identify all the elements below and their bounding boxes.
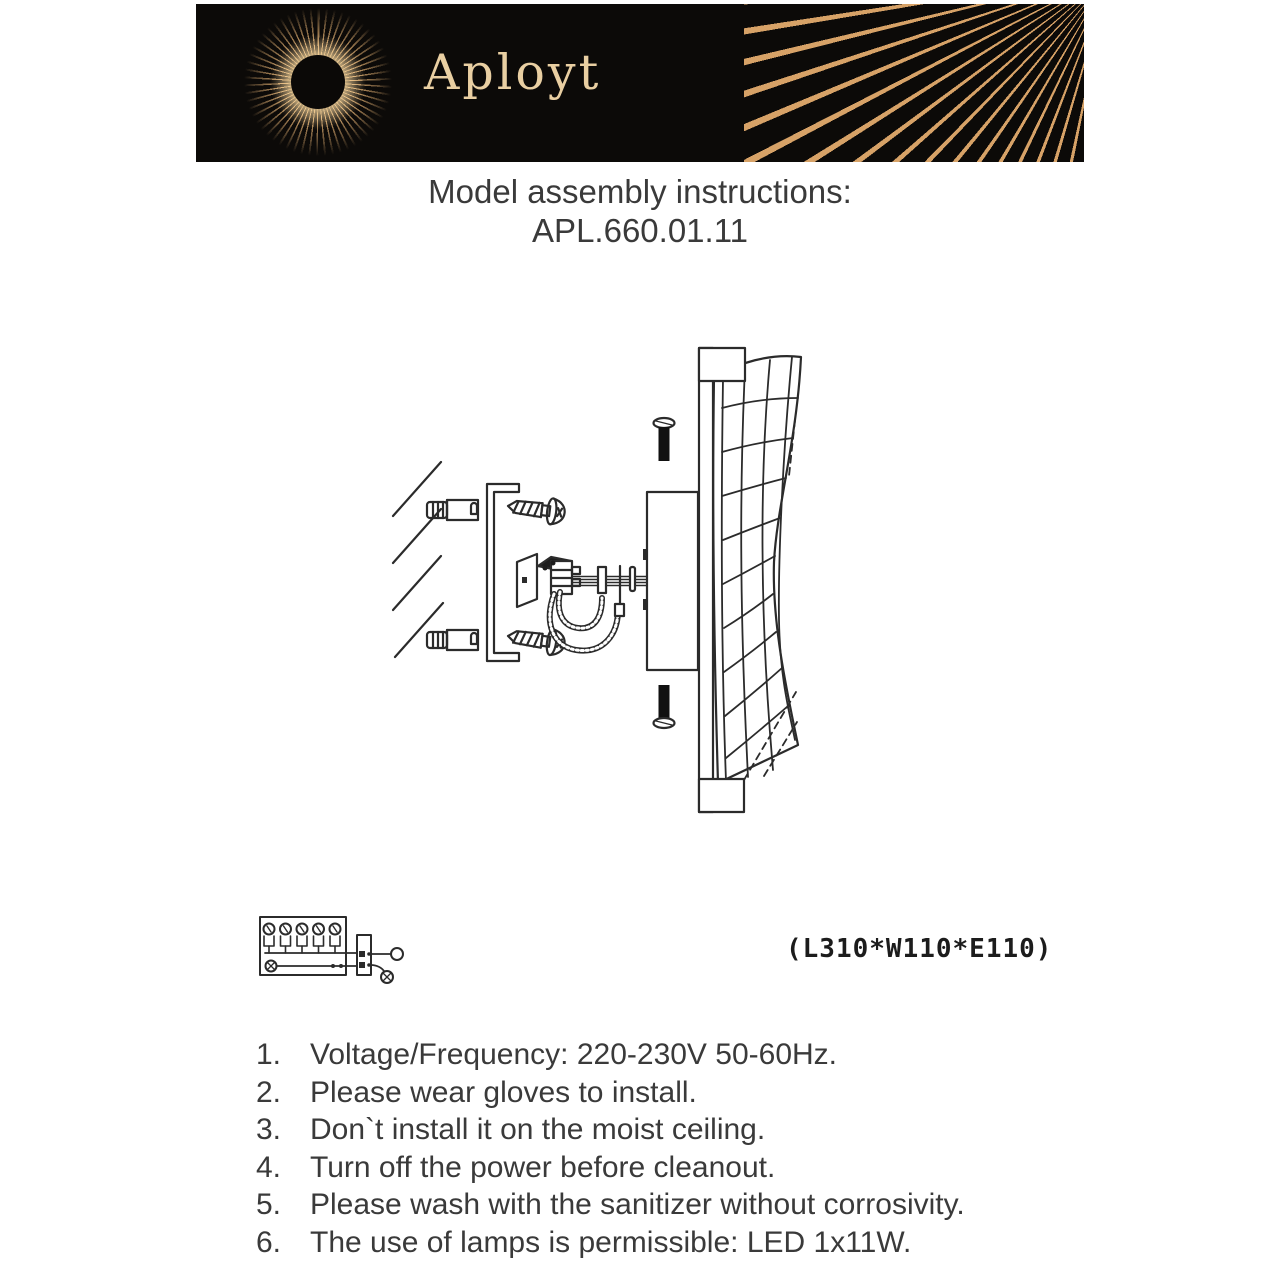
instruction-item xyxy=(256,1074,1106,1112)
instruction-number: 6. xyxy=(256,1225,282,1259)
driver-box xyxy=(647,492,698,670)
instruction-number: 4. xyxy=(256,1150,282,1184)
backplate-bottom-tab xyxy=(699,779,744,812)
assembly-diagram xyxy=(383,333,835,825)
instruction-text: The use of lamps is permissible: LED 1x11W. xyxy=(310,1225,912,1259)
lamp-symbol xyxy=(371,948,403,960)
mounting-screw-top xyxy=(506,493,566,526)
wiring-diagram xyxy=(250,906,412,994)
instruction-item xyxy=(256,1149,1106,1187)
instruction-text: Turn off the power before cleanout. xyxy=(310,1150,776,1184)
lamp-wires xyxy=(550,592,618,651)
instruction-number: 2. xyxy=(256,1075,282,1109)
instruction-number: 1. xyxy=(256,1038,282,1071)
backplate-top-tab xyxy=(699,348,745,381)
ground-screw-symbol xyxy=(371,965,393,983)
wall-anchor-bottom xyxy=(427,630,478,650)
instruction-number: 3. xyxy=(256,1113,282,1146)
page-title xyxy=(0,172,1280,250)
threaded-rod xyxy=(572,549,650,616)
brand-banner xyxy=(196,4,1084,162)
instruction-item xyxy=(256,1036,1106,1074)
brand-name: Aployt xyxy=(424,44,602,101)
model-number: APL.660.01.11 xyxy=(532,212,748,249)
starburst-logo-center xyxy=(291,55,345,109)
terminal-block xyxy=(538,557,580,594)
instruction-text: Voltage/Frequency: 220-230V 50-60Hz. xyxy=(310,1038,838,1071)
wall-anchor-top xyxy=(427,500,478,520)
instruction-item xyxy=(256,1186,1106,1224)
mounting-bolt-top xyxy=(654,418,675,461)
instruction-item xyxy=(256,1111,1106,1149)
wiring-lines xyxy=(265,953,357,972)
instruction-text: Don`t install it on the moist ceiling. xyxy=(310,1113,766,1146)
terminal-screws xyxy=(264,924,341,954)
lamp-backplate xyxy=(699,348,713,812)
junction-plate xyxy=(517,554,537,607)
rays-decoration-icon xyxy=(744,4,1084,162)
mounting-bolt-bottom xyxy=(654,685,675,728)
dimensions-label: (L310*W110*E110) xyxy=(786,934,1053,964)
lamp-shade xyxy=(713,356,801,783)
connector-block xyxy=(357,935,371,975)
instruction-text: Please wash with the sanitizer without corrosivity. xyxy=(310,1188,965,1221)
wall-hatch xyxy=(393,462,443,657)
instruction-item xyxy=(256,1224,1106,1262)
page-title-line1: Model assembly instructions: xyxy=(428,173,852,210)
instruction-number: 5. xyxy=(256,1188,282,1221)
instructions-list xyxy=(256,1036,1106,1261)
instruction-text: Please wear gloves to install. xyxy=(310,1075,697,1109)
